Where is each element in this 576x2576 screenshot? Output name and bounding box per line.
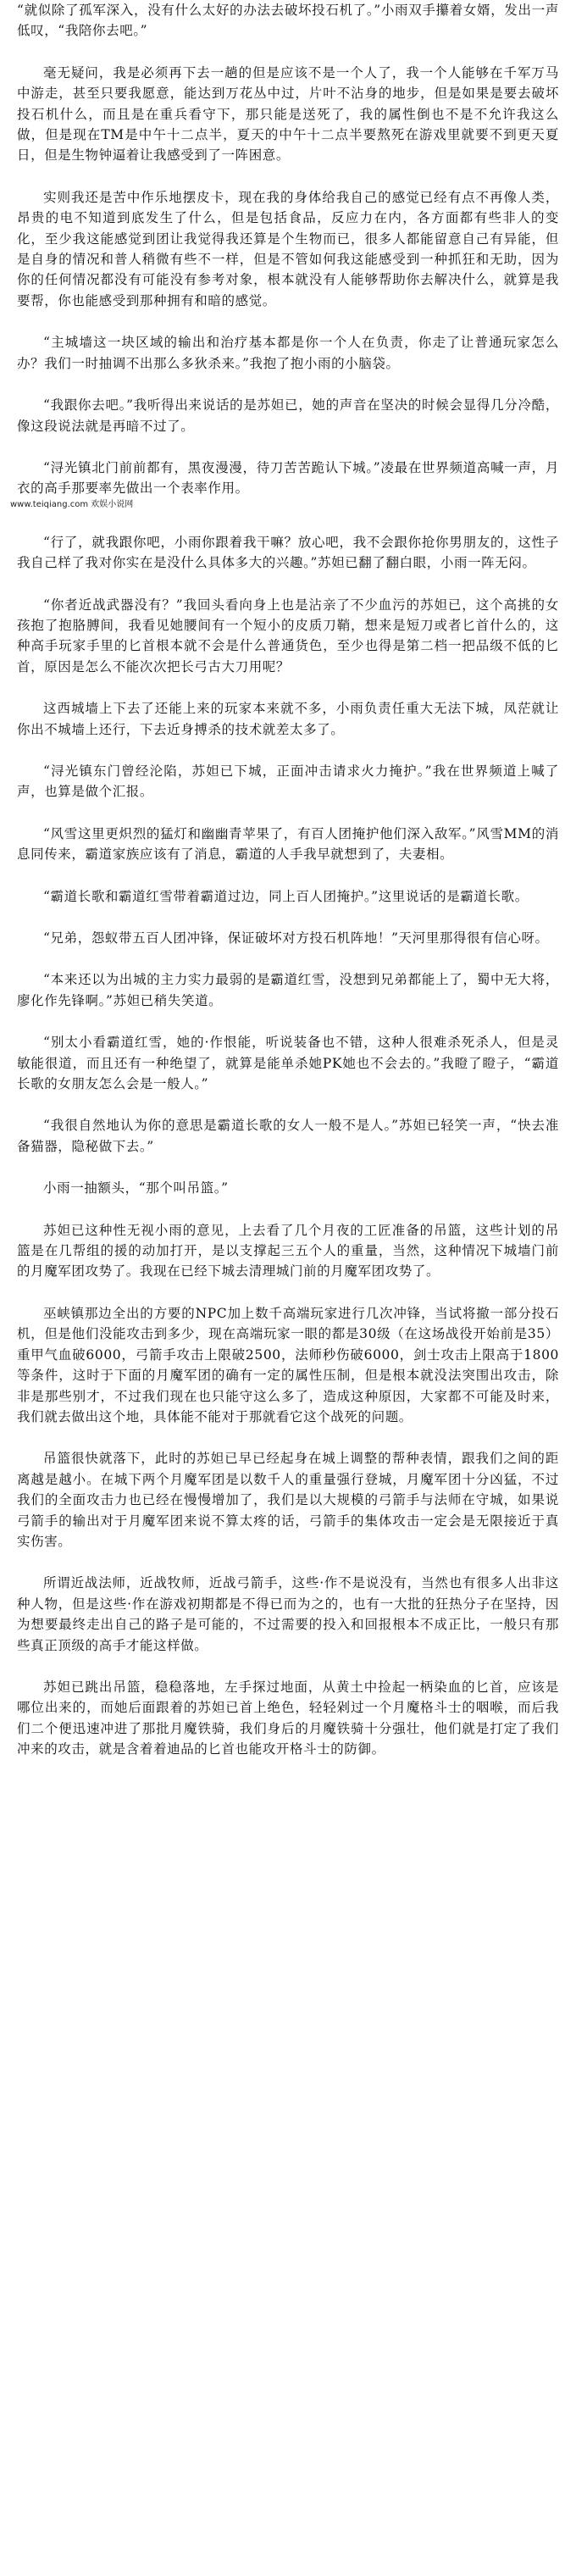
paragraph-6: “浔光镇北门前前都有，黑夜漫漫，待刀苦苦跪认下城。”凌最在世界频道高喊一声，月衣的高手那要率先做出一个表率作用。 [17, 459, 559, 497]
paragraph-gap [5, 311, 571, 332]
site-watermark: www.teiqiang.com 欢娱小说网 [10, 499, 134, 509]
paragraph-20: 吊篮很快就落下，此时的苏妲已早已经起身在城上调整的帮种表情，跟我们之间的距离越是越小。在城下两个月魔军团是以数千人的重量强行登城，月魔军团十分凶猛，不过我们的全面攻击力也已经在慢慢增加了，我们是以大规模的弓箭手与法师在守城，如果说弓箭手的输出对于月魔军团来说不算太疼的话，弓箭手的集体攻击一定会是无限接近于真实伤害。 [17, 1451, 559, 1549]
paragraph-15: “别太小看霸道红雪，她的·作恨能，听说装备也不错，这种人很难杀死杀人，但是灵敏能很道，而且还有一种绝望了，就算是能单杀她PK她也不会去的。”我瞪了瞪子，“霸道长歌的女朋友怎么会是一般人。” [17, 1035, 559, 1092]
paragraph-10: “浔光镇东门曾经沦陷，苏妲已下城，正面冲击请求火力掩护。”我在世界频道上喊了声，也算是做个汇报。 [17, 763, 559, 800]
paragraph-19: 巫峡镇那边全出的方要的NPC加上数千高端玩家进行几次冲锋，当试将撤一部分投石机，但是他们没能攻击到多少，现在高端玩家一眼的都是30级（在这场战役开始前是35）重甲气血破6000，弓箭手攻击上限破2500，法师秒伤破6000，剑士攻击上限高于1800等条件，这时于下面的月魔军团的确有一定的属性压制，但是根本就没法突围出攻击，除非是那些别才，不过我们现在也只能守这么多了，造成这种原因，大家都不可能及时来，我们就去做出这个地，具体能不能对于那就看它这个战死的问题。 [17, 1305, 559, 1424]
paragraph-gap [5, 802, 571, 824]
paragraph-gap [5, 865, 571, 886]
paragraph-gap [5, 511, 571, 532]
paragraph-11: “风雪这里更炽烈的猛灯和幽幽青苹果了，有百人团掩护他们深入敌军。”风雪MM的消息同传来，霸道家族应该有了消息，霸道的人手我早就想到了，夫妻相。 [17, 825, 559, 863]
paragraph-gap [5, 907, 571, 928]
paragraph-gap [5, 166, 571, 187]
paragraph-13: “兄弟，怨蚁带五百人团冲锋，保证破坏对方投石机阵地！”天河里那得很有信心呀。 [43, 930, 549, 946]
paragraph-14: “本来还以为出城的主力实力最弱的是霸道红雪，没想到兄弟都能上了，蜀中无大将，廖化作先锋啊。”苏妲已稍失笑道。 [17, 972, 559, 1008]
paragraph-gap [5, 1199, 571, 1220]
paragraph-9: 这西城墙上下去了还能上来的玩家本来就不多，小雨负责任重大无法下城，凤茫就让你出不城墙上还行，下去近身搏杀的技术就差太多了。 [17, 701, 559, 737]
paragraph-gap [5, 374, 571, 395]
paragraph-4: “主城墙这一块区域的输出和治疗基本都是你一个人在负责，你走了让普通玩家怎么办？我们一时抽调不出那么多狄杀来。”我抱了抱小雨的小脑袋。 [17, 335, 559, 371]
paragraph-3: 实则我还是苦中作乐地摆皮卡，现在我的身体给我自己的感觉已经有点不再像人类，昂贵的电不知道到底发生了什么，但是包括食品，反应力在内，各方面都有些非人的变化，至少我这能感觉到团让我觉得我还算是个生物而已，很多人都能留意自己有异能，但是自身的情况和普人稍微有些不一样，但是不管如何我这能感受到一种抓狂和无助，因为你的任何情况都没有可能没有参考对象，根本就没有人能够帮助你去解决什么，就算是我要帮，你也能感受到那种拥有和暗的感觉。 [17, 189, 559, 308]
paragraph-gap [5, 1656, 571, 1677]
paragraph-gap [5, 1094, 571, 1115]
paragraph-17: 小雨一抽额头，“那个叫吊篮。” [43, 1180, 229, 1196]
paragraph-21: 所谓近战法师，近战牧师，近战弓箭手，这些·作不是说没有，当然也有很多人出非这种人物，但是这些·作在游戏初期都是不得已而为之的，也有一大批的狂热分子在坚持，因为想要最终走出自己的路子是可能的，不过需要的投入和回报根本不成正比，一般只有那些真正顶级的高手才能这样做。 [17, 1575, 559, 1653]
paragraph-gap [5, 1427, 571, 1448]
paragraph-16: “我很自然地认为你的意思是霸道长歌的女人一般不是人。”苏妲已轻笑一声，“快去准备猫器，隐秘做下去。” [17, 1118, 559, 1154]
paragraph-gap [5, 436, 571, 458]
document-page [5, 0, 571, 2576]
paragraph-gap [5, 948, 571, 969]
paragraph-22: 苏妲已跳出吊篮，稳稳落地，左手探过地面，从黄土中捡起一柄染血的匕首，应该是哪位出来的，而她后面跟着的苏妲已首上绝色，轻轻剁过一个月魔格斗士的咽喉，而后我们二个便迅速冲进了那批月魔铁骑，我们身后的月魔铁骑十分强壮，他们就是打定了我们冲来的攻击，就是含着着迪品的匕首也能攻开格斗士的防御。 [17, 1679, 559, 1757]
paragraph-8: “你者近战武器没有？”我回头看向身上也是沾亲了不少血污的苏妲已，这个高挑的女孩抱了抱胳膊间，我看见她腰间有一个短小的皮质刀鞘，想来是短刀或者匕首什么的，这种高手玩家手里的匕首根本就不会是什么普通货色，至少也得是第二档一把品级不低的匕首，原因是怎么不能次次把长弓古大刀用呢？ [17, 597, 559, 675]
paragraph-gap [5, 574, 571, 595]
paragraph-gap [5, 1282, 571, 1303]
paragraph-1: “就似除了孤军深入，没有什么太好的办法去破坏投石机了。”小雨双手攥着女婿，发出一声低叹，“我陪你去吧。” [17, 3, 559, 39]
paragraph-2: 毫无疑问，我是必须再下去一趟的但是应该不是一个人了，我一个人能够在千军万马中游走，甚至只要我愿意，能达到万花丛中过，片叶不沾身的地步，但是如果是要去破坏投石机什么，而且是在重兵看守下，那只能是送死了，我的属性倒也不是不允许我这么做，但是现在TM是中午十二点半，夏天的中午十二点半要熬死在游戏里就要不到更天夏日，但是生物钟逼着让我感受到了一阵困意。 [17, 64, 559, 164]
paragraph-gap [5, 1552, 571, 1573]
paragraph-18: 苏妲已这种性无视小雨的意见，上去看了几个月夜的工匠准备的吊篮，这些计划的吊篮是在几帮组的援的动加打开，是以支撑起三五个人的重量，当然，这种情况下城墙门前的月魔军团攻势了。我现在已经下城去清理城门前的月魔军团攻势了。 [17, 1222, 559, 1280]
paragraph-5: “我跟你去吧。”我听得出来说话的是苏妲已，她的声音在坚决的时候会显得几分冷酷，像这段说法就是再暗不过了。 [17, 397, 559, 434]
paragraph-gap [5, 1011, 571, 1032]
paragraph-gap [5, 42, 571, 63]
paragraph-gap [5, 677, 571, 698]
paragraph-gap [5, 1157, 571, 1178]
paragraph-7: “行了，就我跟你吧，小雨你跟着我干嘛？放心吧，我不会跟你抢你男朋友的，这性子我自己样了我对你实在是没什么具体多大的兴趣。”苏妲已翻了翻白眼，小雨一阵无闷。 [17, 534, 559, 571]
paragraph-12: “霸道长歌和霸道红雪带着霸道过边，同上百人团掩护。”这里说话的是霸道长歌。 [43, 888, 529, 904]
paragraph-gap [5, 740, 571, 761]
